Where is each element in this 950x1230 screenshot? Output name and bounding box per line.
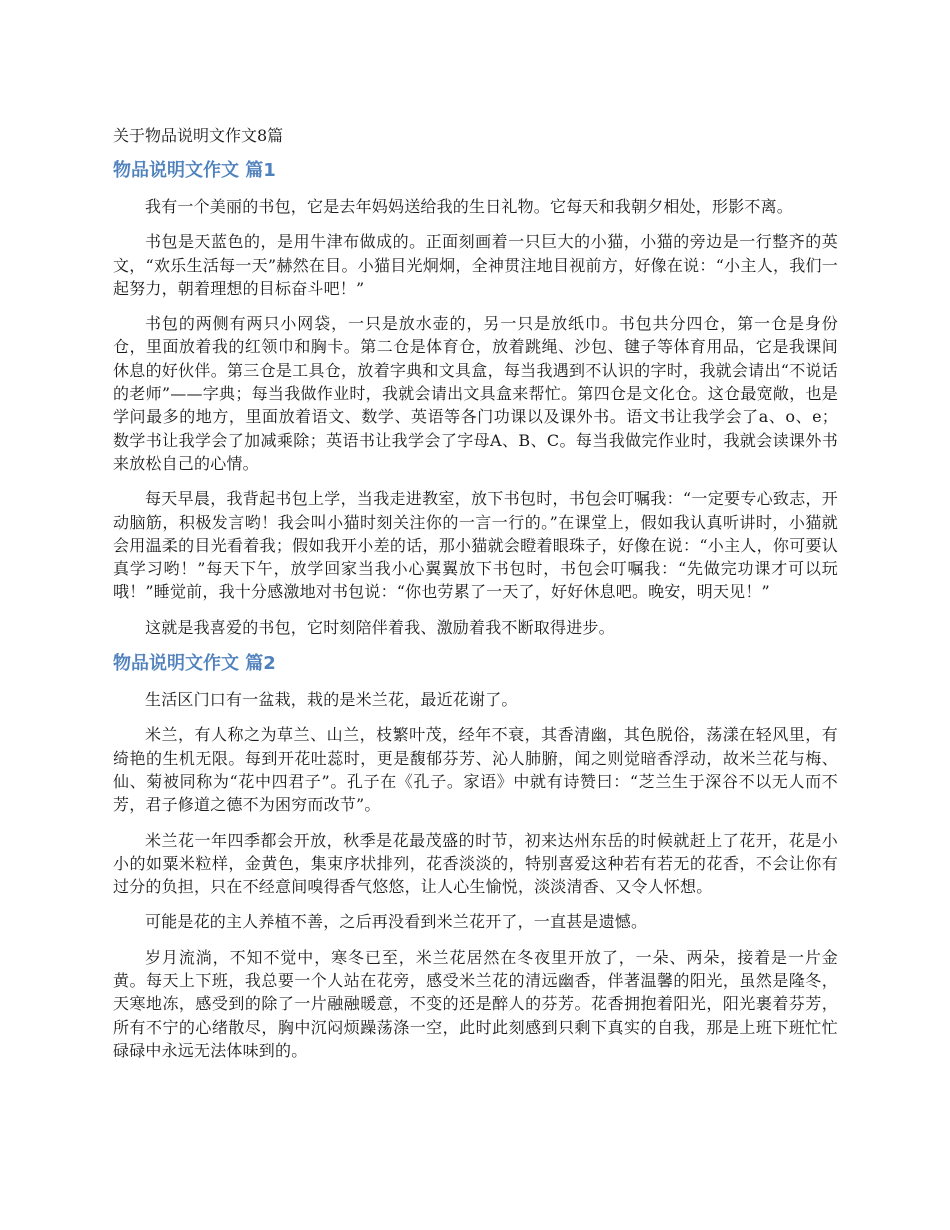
section-1 (113, 158, 838, 639)
paragraph: 生活区门口有一盆栽，栽的是米兰花，最近花谢了。 (145, 690, 518, 710)
paragraph: 我有一个美丽的书包，它是去年妈妈送给我的生日礼物。它每天和我朝夕相处，形影不离。 (145, 197, 794, 216)
paragraph: 米兰，有人称之为草兰、山兰，枝繁叶茂，经年不衰，其香清幽，其色脱俗，荡漾在轻风里，有绮艳的生机无限。每到开花吐蕊时，更是馥郁芬芳、沁人肺腑，闻之则觉暗香浮动，故米兰花与梅、仙、菊被同称为“花中四君子”。孔子在《孔子。家语》中就有诗赞曰：“芝兰生于深谷不以无人而不芳，君子修道之德不为困穷而改节”。 (113, 725, 838, 815)
section-heading: 物品说明文作文 篇2 (113, 653, 276, 675)
document-title: 关于物品说明文作文8篇 (113, 126, 284, 145)
paragraph: 米兰花一年四季都会开放，秋季是花最茂盛的时节，初来达州东岳的时候就赶上了花开，花是小小的如粟米粒样，金黄色，集束序状排列，花香淡淡的，特别喜爱这种若有若无的花香，不会让你有过分的负担，只在不经意间嗅得香气悠悠，让人心生愉悦，淡淡清香、又令人怀想。 (113, 830, 838, 897)
document-body (113, 124, 838, 1074)
section-2 (113, 651, 838, 1062)
paragraph: 可能是花的主人养植不善，之后再没看到米兰花开了，一直甚是遗憾。 (145, 912, 648, 932)
paragraph: 每天早晨，我背起书包上学，当我走进教室，放下书包时，书包会叮嘱我：“一定要专心致志，开动脑筋，积极发言哟！我会叫小猫时刻关注你的一言一行的。”在课堂上，假如我认真听讲时，小猫就会用温柔的目光看着我；假如我开小差的话，那小猫就会瞪着眼珠子，好像在说：“小主人，你可要认真学习哟！”每天下午，放学回家当我小心翼翼放下书包时，书包会叮嘱我：“先做完功课才可以玩哦！”睡觉前，我十分感激地对书包说：“你也劳累了一天了，好好休息吧。晚安，明天见！” (113, 489, 838, 602)
paragraph: 书包是天蓝色的，是用牛津布做成的。正面刻画着一只巨大的小猫，小猫的旁边是一行整齐的英文，“欢乐生活每一天”赫然在目。小猫目光炯炯，全神贯注地目视前方，好像在说：“小主人，我们一起努力，朝着理想的目标奋斗吧！” (113, 232, 838, 298)
paragraph: 这就是我喜爱的书包，它时刻陪伴着我、激励着我不断取得进步。 (145, 617, 615, 637)
paragraph: 书包的两侧有两只小网袋，一只是放水壶的，另一只是放纸巾。书包共分四仓，第一仓是身份仓，里面放着我的红领巾和胸卡。第二仓是体育仓，放着跳绳、沙包、毽子等体育用品，它是我课间休息的好伙伴。第三仓是工具仓，放着字典和文具盒，每当我遇到不认识的字时，我就会请出“不说话的老师”——字典；每当我做作业时，我就会请出文具盒来帮忙。第四仓是文化仓。这仓最宽敞，也是学问最多的地方，里面放着语文、数学、英语等各门功课以及课外书。语文书让我学会了a、o、e；数学书让我学会了加减乘除；英语书让我学会了字母A、B、C。每当我做完作业时，我就会读课外书来放松自己的心情。 (113, 314, 838, 473)
paragraph: 岁月流淌，不知不觉中，寒冬已至，米兰花居然在冬夜里开放了，一朵、两朵，接着是一片金黄。每天上下班，我总要一个人站在花旁，感受米兰花的清远幽香，伴著温馨的阳光，虽然是隆冬，天寒地冻，感受到的除了一片融融暖意，不变的还是醉人的芬芳。花香拥抱着阳光，阳光裹着芬芳，所有不宁的心绪散尽，胸中沉闷烦躁荡涤一空，此时此刻感到只剩下真实的自我，那是上班下班忙忙碌碌中永远无法体味到的。 (113, 947, 838, 1060)
section-heading: 物品说明文作文 篇1 (113, 160, 276, 181)
